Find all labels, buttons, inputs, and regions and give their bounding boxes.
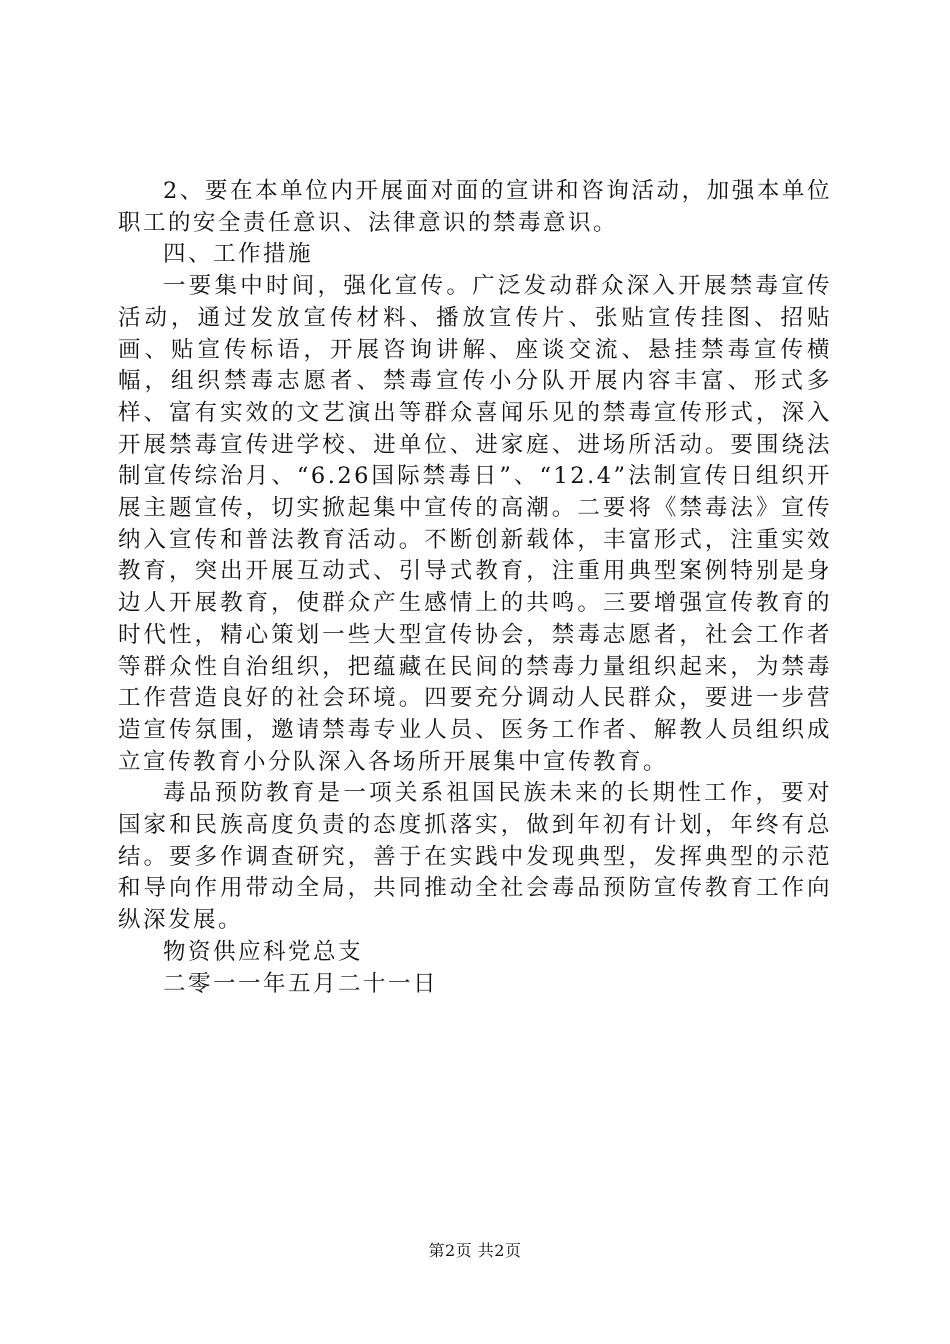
paragraph-item-2: 2、要在本单位内开展面对面的宣讲和咨询活动，加强本单位职工的安全责任意识、法律意识的禁毒意识。 xyxy=(118,178,832,236)
page-number-footer: 第2页 共2页 xyxy=(428,1241,522,1260)
paragraph-measures: 一要集中时间，强化宣传。广泛发动群众深入开展禁毒宣传活动，通过发放宣传材料、播放宣传片、张贴宣传挂图、招贴画、贴宣传标语，开展咨询讲解、座谈交流、悬挂禁毒宣传横幅，组织禁毒志愿者、禁毒宣传小分队开展内容丰富、形式多样、富有实效的文艺演出等群众喜闻乐见的禁毒宣传形式，深入开展禁毒宣传进学校、进单位、进家庭、进场所活动。要围绕法制宣传综治月、“6.26国际禁毒日”、“12.4”法制宣传日组织开展主题宣传，切实掀起集中宣传的高潮。二要将《禁毒法》宣传纳入宣传和普法教育活动。不断创新载体，丰富形式，注重实效教育，突出开展互动式、引导式教育，注重用典型案例特别是身边人开展教育，使群众产生感情上的共鸣。三要增强宣传教育的时代性，精心策划一些大型宣传协会，禁毒志愿者，社会工作者等群众性自治组织，把蕴藏在民间的禁毒力量组织起来，为禁毒工作营造良好的社会环境。四要充分调动人民群众，要进一步营造宣传氛围，邀请禁毒专业人员、医务工作者、解教人员组织成立宣传教育小分队深入各场所开展集中宣传教育。 xyxy=(118,273,832,775)
signature-date: 二零一一年五月二十一日 xyxy=(163,970,439,997)
document-body xyxy=(118,176,832,1000)
signature-organization: 物资供应科党总支 xyxy=(163,938,364,965)
paragraph-conclusion: 毒品预防教育是一项关系祖国民族未来的长期性工作，要对国家和民族高度负责的态度抓落实，做到年初有计划，年终有总结。要多作调查研究，善于在实践中发现典型，发挥典型的示范和导向作用带动全局，共同推动全社会毒品预防宣传教育工作向纵深发展。 xyxy=(118,780,832,934)
section-heading-measures: 四、工作措施 xyxy=(163,241,314,268)
